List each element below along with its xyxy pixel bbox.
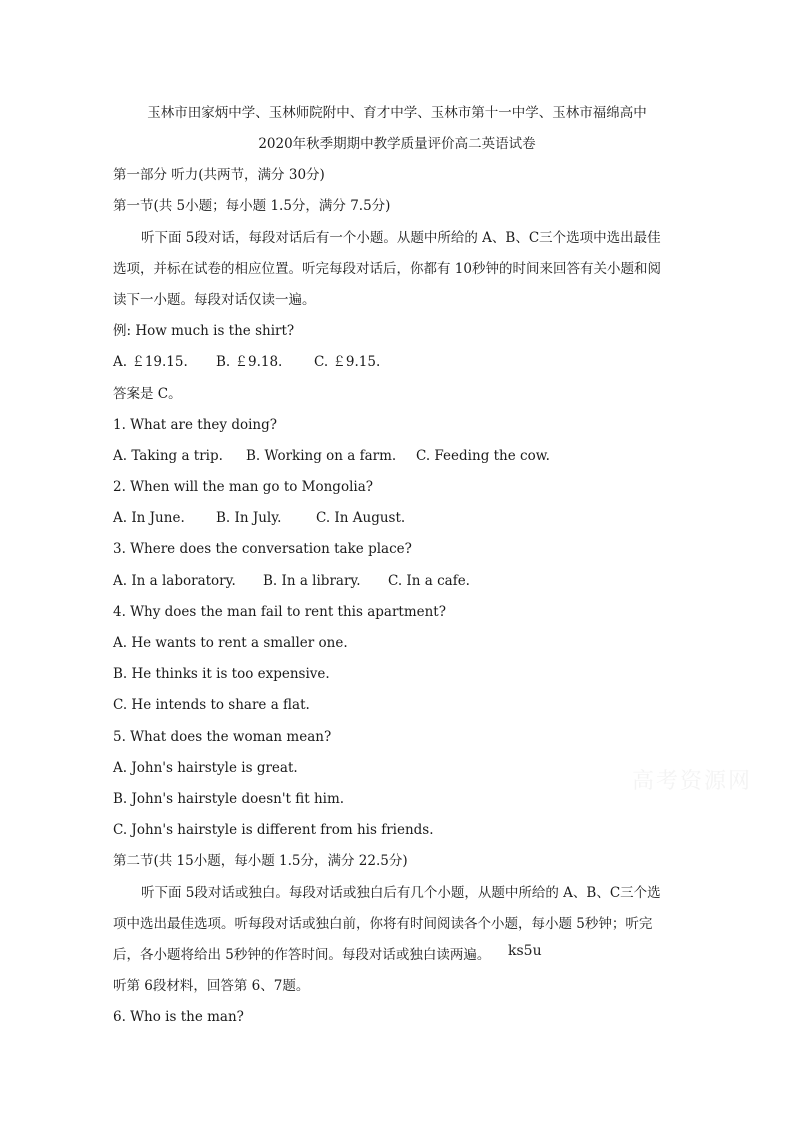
material-6-instruction: 听第 6段材料，回答第 6、7题。: [113, 978, 310, 994]
q2-option-b: B. In July.: [216, 510, 282, 526]
example-option-a: A. ￡19.15.: [113, 354, 188, 370]
q2-option-c: C. In August.: [316, 510, 406, 526]
example-answer: 答案是 C。: [113, 386, 182, 402]
section2-instructions-line-1: 听下面 5段对话或独白。每段对话或独白后有几个小题，从题中所给的 A、B、C三个选: [141, 885, 661, 901]
q5-option-a: A. John's hairstyle is great.: [113, 760, 298, 776]
q2-option-a: A. In June.: [113, 510, 185, 526]
question-6: 6. Who is the man?: [113, 1009, 244, 1025]
example-option-c: C. ￡9.15.: [314, 354, 381, 370]
question-2: 2. When will the man go to Mongolia?: [113, 479, 373, 495]
section1-instructions-line-3: 读下一小题。每段对话仅读一遍。: [113, 292, 316, 308]
example-option-b: B. ￡9.18.: [216, 354, 283, 370]
section2-instructions-line-3: 后，各小题将给出 5秒钟的作答时间。每段对话或独白读两遍。: [113, 947, 491, 963]
schools-line: 玉林市田家炳中学、玉林师院附中、育才中学、玉林市第十一中学、玉林市福绵高中: [147, 105, 647, 121]
question-1: 1. What are they doing?: [113, 417, 277, 433]
section2-heading: 第二节(共 15小题，每小题 1.5分，满分 22.5分): [113, 853, 408, 869]
q4-option-a: A. He wants to rent a smaller one.: [113, 635, 348, 651]
section1-instructions-line-1: 听下面 5段对话，每段对话后有一个小题。从题中所给的 A、B、C三个选项中选出最佳: [141, 230, 661, 246]
q1-option-b: B. Working on a farm.: [246, 448, 397, 464]
ks5u-mark: ks5u: [508, 943, 542, 959]
q5-option-c: C. John's hairstyle is different from his friends.: [113, 822, 434, 838]
part1-heading: 第一部分 听力(共两节，满分 30分): [113, 167, 325, 183]
q3-option-b: B. In a library.: [263, 573, 361, 589]
q4-option-b: B. He thinks it is too expensive.: [113, 666, 330, 682]
q3-option-a: A. In a laboratory.: [113, 573, 236, 589]
example-question: 例: How much is the shirt?: [113, 323, 295, 339]
question-4: 4. Why does the man fail to rent this apartment?: [113, 604, 446, 620]
question-3: 3. Where does the conversation take place?: [113, 541, 412, 557]
q1-option-a: A. Taking a trip.: [113, 448, 223, 464]
question-5: 5. What does the woman mean?: [113, 729, 332, 745]
q3-option-c: C. In a cafe.: [388, 573, 470, 589]
exam-title: 2020年秋季期期中教学质量评价高二英语试卷: [258, 136, 536, 152]
watermark: 高考资源网: [632, 769, 753, 794]
section2-instructions-line-2: 项中选出最佳选项。听每段对话或独白前，你将有时间阅读各个小题，每小题 5秒钟；听完: [113, 916, 653, 932]
q4-option-c: C. He intends to share a flat.: [113, 697, 310, 713]
section1-heading: 第一节(共 5小题；每小题 1.5分，满分 7.5分): [113, 198, 391, 214]
section1-instructions-line-2: 选项，并标在试卷的相应位置。听完每段对话后，你都有 10秒钟的时间来回答有关小题和阅: [113, 261, 661, 277]
q1-option-c: C. Feeding the cow.: [416, 448, 550, 464]
q5-option-b: B. John's hairstyle doesn't fit him.: [113, 791, 345, 807]
